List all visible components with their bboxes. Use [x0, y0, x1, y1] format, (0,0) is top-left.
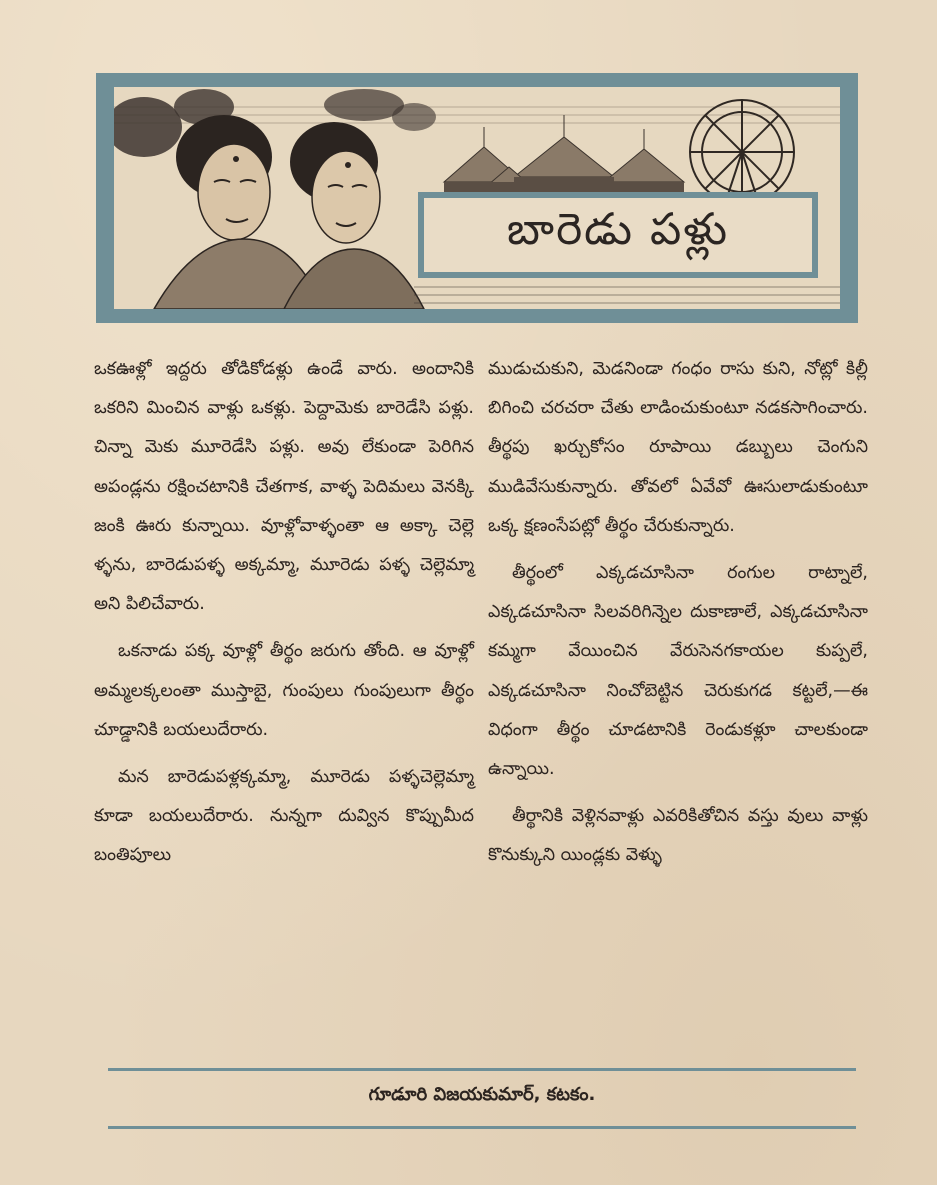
author-byline: గూడూరి విజయకుమార్, కటకం.	[368, 1084, 596, 1105]
banner-illustration	[114, 87, 840, 309]
paragraph: ఒకఊళ్లో ఇద్దరు తోడికోడళ్లు ఉండే వారు. అందానికి ఒకరిని మించిన వాళ్లు ఒకళ్లు. పెద్దామెకు బారెడేసి పళ్లు. చిన్నా మెకు మూరెడేసి పళ్లు. అవు లేకుండా పెరిగిన అపండ్లను రక్షించటానికి చేతగాక, వాళ్ళ పెదిమలు వెనక్కి జంకి ఊరు కున్నాయి. వూళ్లోవాళ్ళంతా ఆ అక్కా చెల్లె ళ్ళను, బారెడుపళ్ళ అక్కమ్మా, మూరెడు పళ్ళ చెల్లెమ్మా అని పిలిచేవారు.	[94, 359, 474, 615]
title-plate	[418, 192, 818, 278]
footer-rule-top	[108, 1068, 856, 1071]
paragraph: ఒకనాడు పక్క వూళ్లో తీర్థం జరుగు తోంది. ఆ వూళ్లో అమ్మలక్కలంతా ముస్తాబై, గుంపులు గుంపులుగా తీర్థం చూడ్డానికి బయలుదేరారు.	[94, 641, 474, 740]
paragraph: తీర్థానికి వెళ్లినవాళ్లు ఎవరికితోచిన వస్తు వులు వాళ్లు కొనుక్కుని యిండ్లకు వెళ్ళు	[488, 806, 868, 866]
header-banner	[96, 73, 858, 323]
paragraph: మన బారెడుపళ్లక్కమ్మా, మూరెడు పళ్ళచెల్లెమ్మా కూడా బయలుదేరారు. నున్నగా దువ్విన కొప్పుమీద బంతిపూలు	[94, 767, 474, 866]
right-column	[488, 350, 868, 876]
left-column	[94, 350, 474, 876]
story-title: బారెడు పళ్లు	[506, 204, 730, 255]
paragraph: ముడుచుకుని, మెడనిండా గంధం రాసు కుని, నోట్లో కిల్లీ బిగించి చరచరా చేతు లాడించుకుంటూ నడకసాగించారు. తీర్థపు ఖర్చుకోసం రూపాయి డబ్బులు చెంగుని ముడివేసుకున్నారు. తోవలో ఏవేవో ఊసులాడుకుంటూ ఒక్క క్షణంసేపట్లో తీర్థం చేరుకున్నారు.	[488, 359, 868, 536]
paragraph: తీర్థంలో ఎక్కడచూసినా రంగుల రాట్నాలే, ఎక్కడచూసినా సిలవరిగిన్నెల దుకాణాలే, ఎక్కడచూసినా కమ్మగా వేయించిన వేరుసెనగకాయల కుప్పలే, ఎక్కడచూసినా నించోబెట్టిన చెరుకుగడ కట్టలే,—ఈ విధంగా తీర్థం చూడటానికి రెండుకళ్లూ చాలకుండా ఉన్నాయి.	[488, 563, 868, 780]
footer-rule-bottom	[108, 1126, 856, 1129]
